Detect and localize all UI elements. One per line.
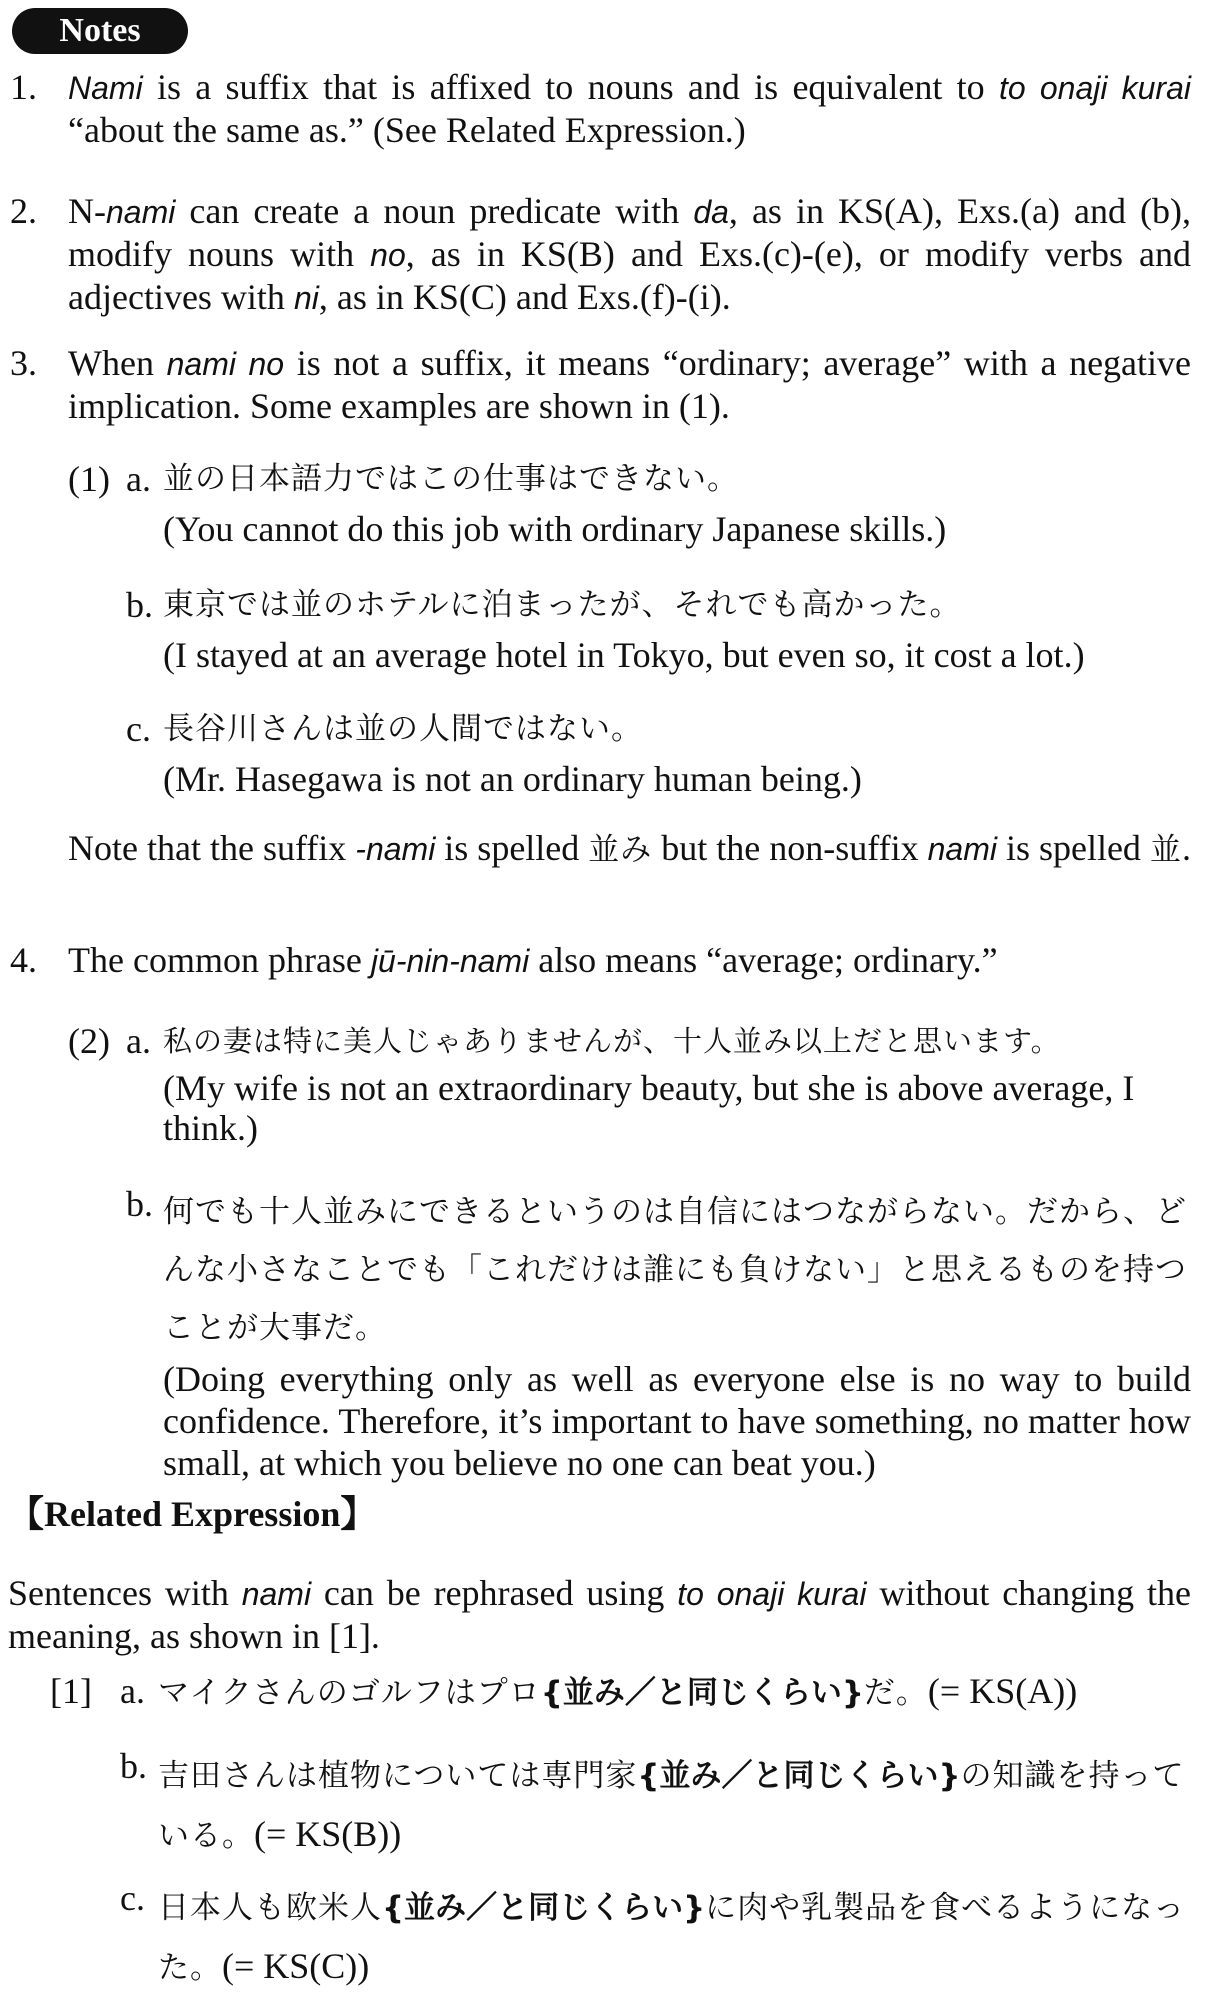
note-number: 1.: [10, 67, 37, 107]
example-2-label: (2): [68, 1021, 110, 1061]
note-number: 3.: [10, 343, 37, 383]
note-2: [10, 190, 1191, 319]
related-label: [1]: [50, 1671, 92, 1711]
note-1: [10, 66, 1191, 151]
related-a-letter: a.: [120, 1671, 145, 1711]
example-1c-letter: c.: [126, 709, 151, 749]
related-c-letter: c.: [120, 1878, 145, 1918]
example-2a-letter: a.: [126, 1021, 151, 1061]
note-text: Nami is a suffix that is affixed to nouns and is equivalent to to onaji kurai “about the same as.” (See Related Expression.): [68, 67, 1191, 150]
example-1b-translation: (I stayed at an average hotel in Tokyo, but even so, it cost a lot.): [163, 635, 1085, 675]
related-b-letter: b.: [120, 1746, 147, 1786]
example-2b-japanese: 何でも十人並みにできるというのは自信にはつながらない。だから、どんな小さなことでも「これだけは誰にも負けない」と思えるものを持つことが大事だ。: [163, 1194, 1187, 1346]
example-1a-japanese: 並の日本語力ではこの仕事はできない。: [163, 461, 739, 497]
related-c-sentence: 日本人も欧米人{並み／と同じくらい}に肉や乳製品を食べるようになった。(= KS(C)): [158, 1890, 1186, 1986]
example-2a-japanese: 私の妻は特に美人じゃありませんが、十人並み以上だと思います。: [163, 1024, 1061, 1058]
related-b-sentence: 吉田さんは植物については専門家{並み／と同じくらい}の知識を持っている。(= KS(B)): [158, 1758, 1185, 1854]
example-2b-translation: (Doing everything only as well as everyone else is no way to build confidence. Therefore, it’s important to have something, no matter how small, at which you believe no one can beat you.): [163, 1359, 1191, 1483]
example-1b-letter: b.: [126, 585, 153, 625]
related-heading: 【Related Expression】: [8, 1494, 377, 1534]
example-2a-translation: (My wife is not an extraordinary beauty, but she is above average, I think.): [163, 1068, 1135, 1148]
note-text: N-nami can create a noun predicate with da, as in KS(A), Exs.(a) and (b), modify nouns with no, as in KS(B) and Exs.(c)-(e), or modify verbs and adjectives with ni, as in KS(C) and Exs.(f)-(i).: [68, 191, 1191, 317]
example-1c-japanese: 長谷川さんは並の人間ではない。: [163, 711, 643, 747]
example-1a-translation: (You cannot do this job with ordinary Japanese skills.): [163, 509, 947, 549]
note-3: [10, 342, 1191, 427]
note-4: [10, 939, 1191, 982]
notes-badge: Notes: [12, 8, 188, 54]
related-a-sentence: マイクさんのゴルフはプロ{並み／と同じくらい}だ。(= KS(A)): [158, 1671, 1078, 1711]
note-number: 4.: [10, 940, 37, 980]
note-text: When nami no is not a suffix, it means “ordinary; average” with a negative implication. Some examples are shown in (1).: [68, 343, 1192, 426]
related-intro: Sentences with nami can be rephrased using to onaji kurai without changing the meaning, as shown in [1].: [8, 1573, 1192, 1656]
example-1c-translation: (Mr. Hasegawa is not an ordinary human being.): [163, 759, 862, 799]
note-text: The common phrase jū-nin-nami also means “average; ordinary.”: [68, 940, 998, 980]
example-1-label: (1): [68, 459, 110, 499]
example-1a-letter: a.: [126, 459, 151, 499]
example-1b-japanese: 東京では並のホテルに泊まったが、それでも高かった。: [163, 587, 962, 623]
spelling-note: Note that the suffix -nami is spelled 並み but the non-suffix nami is spelled 並.: [68, 828, 1191, 868]
example-2b-letter: b.: [126, 1184, 153, 1224]
note-number: 2.: [10, 191, 37, 231]
